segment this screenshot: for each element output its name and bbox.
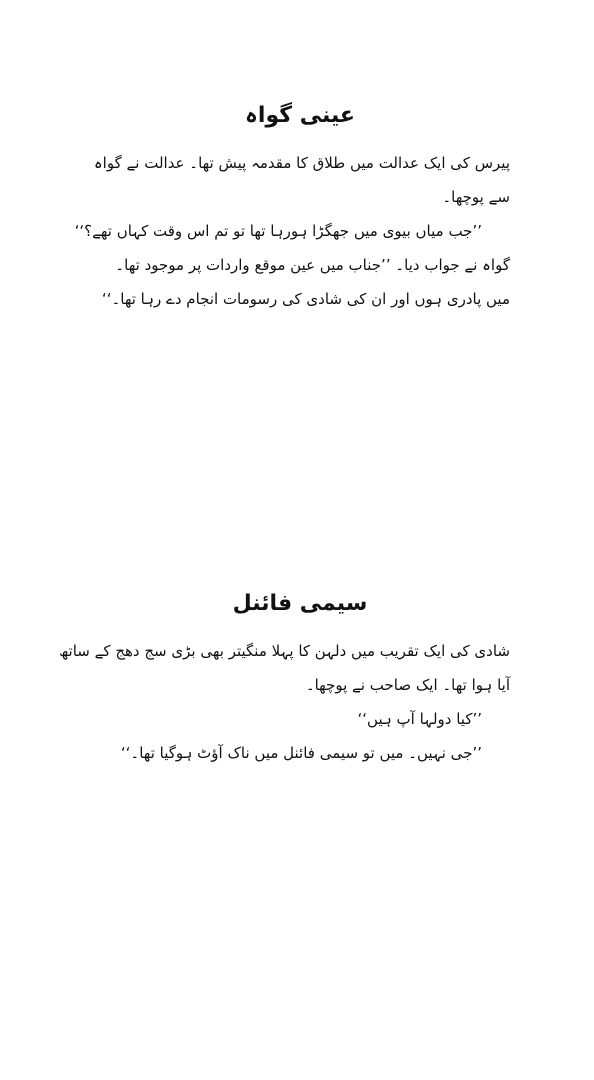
story-line: ’’جی نہیں۔ میں تو سیمی فائنل میں ناک آؤٹ ہوگیا تھا۔‘‘	[120, 744, 482, 762]
story-semi-final	[59, 588, 510, 770]
story-line: شادی کی ایک تقریب میں دلہن کا پہلا منگیتر بھی بڑی سج دھج کے ساتھ	[59, 642, 510, 660]
story-line: ’’کیا دولہا آپ ہیں‘‘	[357, 710, 482, 728]
story-line: سے پوچھا۔	[442, 188, 510, 206]
story-line: میں پادری ہوں اور ان کی شادی کی رسومات انجام دے رہا تھا۔‘‘	[101, 290, 510, 308]
story-line: ’’جب میاں بیوی میں جھگڑا ہورہا تھا تو تم اس وقت کہاں تھے؟‘‘	[74, 222, 482, 240]
story-title: سیمی فائنل	[232, 591, 368, 616]
story-eyewitness	[74, 100, 510, 316]
story-body	[74, 146, 510, 316]
story-title: عینی گواہ	[245, 103, 355, 128]
story-body	[59, 634, 510, 770]
story-line: پیرس کی ایک عدالت میں طلاق کا مقدمہ پیش تھا۔ عدالت نے گواہ	[93, 154, 510, 172]
story-line: گواہ نے جواب دیا۔ ’’جناب میں عین موقع واردات پر موجود تھا۔	[115, 256, 510, 274]
story-line: آیا ہوا تھا۔ ایک صاحب نے پوچھا۔	[305, 676, 510, 694]
